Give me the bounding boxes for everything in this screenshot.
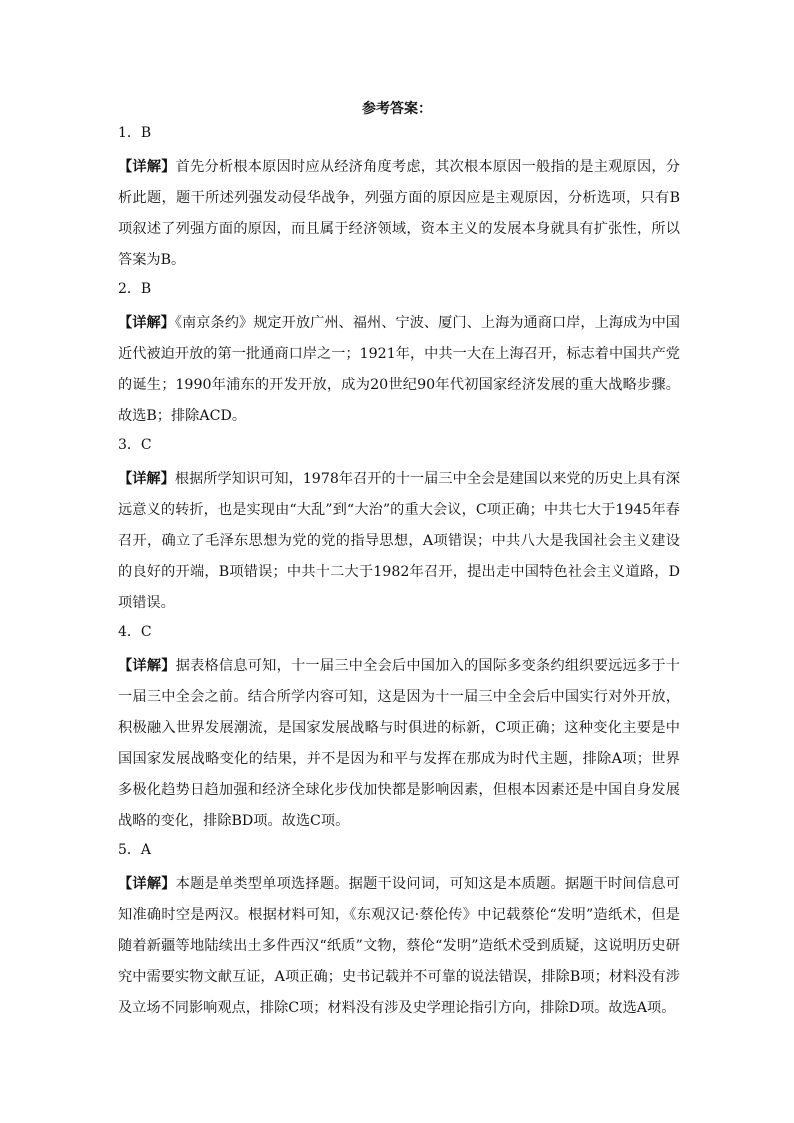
- answer-item-3: [118, 432, 680, 619]
- explanation: [118, 464, 680, 619]
- explanation-tag: 【详解】: [118, 658, 176, 674]
- answer-number: 2．B: [118, 281, 152, 297]
- answer-item-2: [118, 276, 680, 432]
- answer-item-5: [118, 837, 680, 1024]
- explanation: [118, 651, 680, 837]
- explanation: [118, 308, 680, 432]
- answer-number: 4．C: [118, 624, 152, 640]
- explanation-text: 本题是单类型单项选择题。据题干设问词，可知这是本质题。据题干时间信息可知准确时空是两汉。根据材料可知，《东观汉记·蔡伦传》中记载蔡伦“发明”造纸术，但是随着新疆等地陆续出土多件西汉“纸质”文物，蔡伦“发明”造纸术受到质疑，这说明历史研究中需要实物文献互证，A项正确；史书记载并不可靠的说法错误，排除B项；材料没有涉及立场不同影响观点，排除C项；材料没有涉及史学理论指引方向，排除D项。故选A项。: [118, 876, 680, 1016]
- explanation: [118, 869, 680, 1024]
- answer-list: [118, 120, 680, 1024]
- explanation-tag: 【详解】: [118, 471, 175, 487]
- answer-number: 3．C: [118, 437, 152, 453]
- answer-item-1: [118, 120, 680, 276]
- explanation-tag: 【详解】: [118, 876, 176, 892]
- explanation-text: 据表格信息可知，十一届三中全会后中国加入的国际多变条约组织要远远多于十一届三中全会之前。结合所学内容可知，这是因为十一届三中全会后中国实行对外开放，积极融入世界发展潮流，是国家发展战略与时俱进的标新，C项正确；这种变化主要是中国国家发展战略变化的结果，并不是因为和平与发挥在那成为时代主题，排除A项；世界多极化趋势日趋加强和经济全球化步伐加快都是影响因素，但根本因素还是中国自身发展战略的变化，排除BD项。故选C项。: [118, 658, 680, 829]
- explanation-text: 根据所学知识可知，1978年召开的十一届三中全会是建国以来党的历史上具有深远意义的转折，也是实现由“大乱”到“大治”的重大会议，C项正确；中共七大于1945年春召开，确立了毛泽东思想为党的党的指导思想，A项错误；中共八大是我国社会主义建设的良好的开端，B项错误；中共十二大于1982年召开，提出走中国特色社会主义道路，D项错误。: [118, 471, 680, 611]
- explanation-text: 首先分析根本原因时应从经济角度考虑，其次根本原因一般指的是主观原因，分析此题，题干所述列强发动侵华战争，列强方面的原因应是主观原因，分析选项，只有B项叙述了列强方面的原因，而且属于经济领域，资本主义的发展本身就具有扩张性，所以答案为B。: [118, 159, 680, 268]
- answer-number: 5．A: [118, 842, 152, 858]
- explanation: [118, 152, 680, 276]
- answer-item-4: [118, 619, 680, 837]
- explanation-tag: 【详解】: [118, 159, 176, 175]
- page-title: 参考答案：: [362, 101, 432, 117]
- explanation-text: 《南京条约》规定开放广州、福州、宁波、厦门、上海为通商口岸，上海成为中国近代被迫开放的第一批通商口岸之一；1921年，中共一大在上海召开，标志着中国共产党的诞生；1990年浦东的开发开放，成为20世纪90年代初国家经济发展的重大战略步骤。故选B；排除ACD。: [118, 315, 680, 424]
- answer-number: 1．B: [118, 125, 152, 141]
- explanation-tag: 【详解】: [118, 315, 175, 331]
